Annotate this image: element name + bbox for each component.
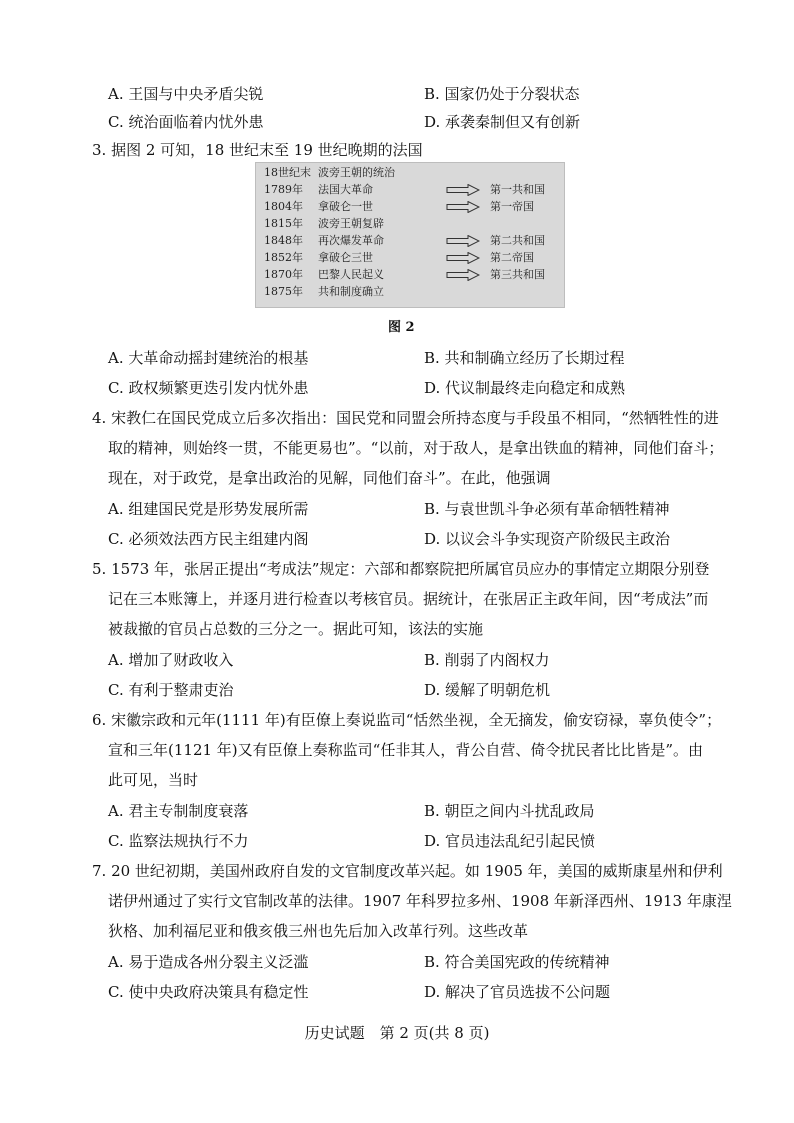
figure-year: 1848年 xyxy=(264,234,303,247)
q3-option-d: D. 代议制最终走向稳定和成熟 xyxy=(424,379,626,397)
figure-2-timeline xyxy=(255,162,565,308)
q4-option-b: B. 与袁世凯斗争必须有革命牺牲精神 xyxy=(424,500,670,518)
page-footer: 历史试题 第 2 页(共 8 页) xyxy=(304,1024,490,1042)
figure-event: 拿破仑三世 xyxy=(318,251,373,264)
right-arrow-icon xyxy=(446,184,480,196)
q6-option-b: B. 朝臣之间内斗扰乱政局 xyxy=(424,802,595,820)
q6-option-a: A. 君主专制制度衰落 xyxy=(108,802,249,820)
q7-option-d: D. 解决了官员选拔不公问题 xyxy=(424,983,611,1001)
right-arrow-icon xyxy=(446,269,480,281)
q7-stem-line: 诺伊州通过了实行文官制改革的法律。1907 年科罗拉多州、1908 年新泽西州、1913 年康涅 xyxy=(108,892,732,910)
q4-option-d: D. 以议会斗争实现资产阶级民主政治 xyxy=(424,530,671,548)
figure-row xyxy=(256,267,564,283)
prev-option-c: C. 统治面临着内忧外患 xyxy=(108,113,264,131)
figure-row xyxy=(256,233,564,249)
q5-option-d: D. 缓解了明朝危机 xyxy=(424,681,551,699)
prev-option-d: D. 承袭秦制但又有创新 xyxy=(424,113,581,131)
q5-stem-line: 5. 1573 年，张居正提出“考成法”规定：六部和都察院把所属官员应办的事情定立期限分别登 xyxy=(92,560,710,578)
q5-option-c: C. 有利于整肃吏治 xyxy=(108,681,234,699)
figure-result: 第二共和国 xyxy=(490,234,545,247)
figure-event: 法国大革命 xyxy=(318,183,373,196)
figure-year: 1815年 xyxy=(264,217,303,230)
q5-option-b: B. 削弱了内阁权力 xyxy=(424,651,550,669)
prev-option-b: B. 国家仍处于分裂状态 xyxy=(424,85,580,103)
q6-stem-line: 此可见，当时 xyxy=(108,771,199,789)
q6-option-d: D. 官员违法乱纪引起民愤 xyxy=(424,832,596,850)
q4-stem-line: 4. 宋教仁在国民党成立后多次指出：国民党和同盟会所持态度与手段虽不相同，“然牺牲性的进 xyxy=(92,409,719,427)
figure-row xyxy=(256,284,564,300)
right-arrow-icon xyxy=(446,201,480,213)
figure-row xyxy=(256,165,564,181)
figure-result: 第一帝国 xyxy=(490,200,534,213)
q5-stem-line: 记在三本账簿上，并逐月进行检查以考核官员。据统计，在张居正主政年间，因“考成法”而 xyxy=(108,590,709,608)
q5-stem-line: 被裁撤的官员占总数的三分之一。据此可知，该法的实施 xyxy=(108,620,484,638)
q7-option-c: C. 使中央政府决策具有稳定性 xyxy=(108,983,309,1001)
q5-option-a: A. 增加了财政收入 xyxy=(108,651,234,669)
q3-option-a: A. 大革命动摇封建统治的根基 xyxy=(108,349,309,367)
figure-event: 波旁王朝的统治 xyxy=(318,166,395,179)
q4-option-a: A. 组建国民党是形势发展所需 xyxy=(108,500,309,518)
q6-stem-line: 6. 宋徽宗政和元年(1111 年)有臣僚上奏说监司“恬然坐视，全无摘发，偷安窃禄，辜负使令”； xyxy=(92,711,722,729)
figure-result: 第二帝国 xyxy=(490,251,534,264)
q4-stem-line: 取的精神，则始终一贯，不能更易也”。“以前，对于敌人，是拿出铁血的精神，同他们奋斗； xyxy=(108,439,724,457)
figure-row xyxy=(256,250,564,266)
q6-stem-line: 宣和三年(1121 年)又有臣僚上奏称监司“任非其人，背公自营、倚令扰民者比比皆是”。由 xyxy=(108,741,703,759)
q3-option-b: B. 共和制确立经历了长期过程 xyxy=(424,349,625,367)
q4-option-c: C. 必须效法西方民主组建内阁 xyxy=(108,530,309,548)
figure-year: 1852年 xyxy=(264,251,303,264)
figure-year: 1789年 xyxy=(264,183,303,196)
q7-option-b: B. 符合美国宪政的传统精神 xyxy=(424,953,610,971)
q3-option-c: C. 政权频繁更迭引发内忧外患 xyxy=(108,379,309,397)
figure-row xyxy=(256,199,564,215)
q4-stem-line: 现在，对于政党，是拿出政治的见解，同他们奋斗”。在此，他强调 xyxy=(108,469,551,487)
figure-year: 1875年 xyxy=(264,285,303,298)
figure-event: 巴黎人民起义 xyxy=(318,268,384,281)
figure-year: 1804年 xyxy=(264,200,303,213)
figure-year: 1870年 xyxy=(264,268,303,281)
prev-option-a: A. 王国与中央矛盾尖锐 xyxy=(108,85,264,103)
figure-year: 18世纪末 xyxy=(264,166,311,179)
figure-event: 共和制度确立 xyxy=(318,285,384,298)
figure-caption: 图 2 xyxy=(388,320,415,335)
right-arrow-icon xyxy=(446,235,480,247)
figure-event: 拿破仑一世 xyxy=(318,200,373,213)
right-arrow-icon xyxy=(446,252,480,264)
figure-row xyxy=(256,182,564,198)
figure-row xyxy=(256,216,564,232)
figure-result: 第一共和国 xyxy=(490,183,545,196)
q7-stem-line: 7. 20 世纪初期，美国州政府自发的文官制度改革兴起。如 1905 年，美国的威斯康星州和伊利 xyxy=(92,862,723,880)
figure-result: 第三共和国 xyxy=(490,268,545,281)
figure-event: 波旁王朝复辟 xyxy=(318,217,384,230)
q7-option-a: A. 易于造成各州分裂主义泛滥 xyxy=(108,953,309,971)
q6-option-c: C. 监察法规执行不力 xyxy=(108,832,249,850)
figure-event: 再次爆发革命 xyxy=(318,234,384,247)
q7-stem-line: 狄格、加利福尼亚和俄亥俄三州也先后加入改革行列。这些改革 xyxy=(108,922,529,940)
q3-stem: 3. 据图 2 可知，18 世纪末至 19 世纪晚期的法国 xyxy=(92,141,423,159)
